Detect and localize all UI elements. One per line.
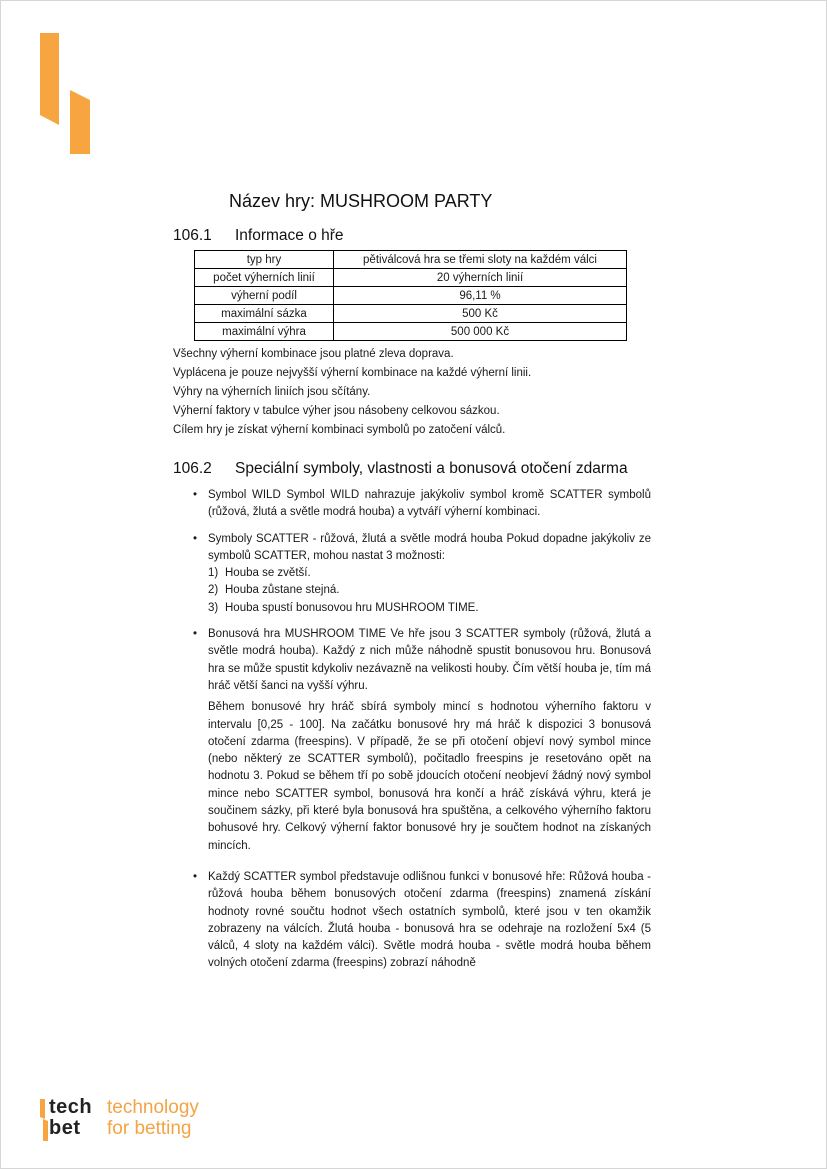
section-heading-106-2 [173, 460, 628, 478]
option-item [208, 565, 651, 582]
option-number: 1) [208, 567, 219, 580]
table-value: 20 výherních linií [334, 269, 627, 287]
option-text: Houba spustí bonusovou hru MUSHROOM TIME. [225, 601, 479, 614]
paragraph: Všechny výherní kombinace jsou platné zleva doprava. [173, 348, 454, 360]
section-title: Informace o hře [235, 227, 344, 244]
option-text: Houba se zvětší. [225, 567, 311, 580]
table-key: maximální sázka [195, 305, 334, 323]
section-number: 106.2 [173, 460, 212, 477]
table-key: maximální výhra [195, 323, 334, 341]
option-text: Houba zůstane stejná. [225, 584, 340, 597]
table-value: 500 000 Kč [334, 323, 627, 341]
techbet-mark-icon [40, 33, 92, 160]
rules-paragraphs [173, 345, 531, 440]
bullet-text-continued: Během bonusové hry hráč sbírá symboly mincí s hodnotou výherního faktoru v intervalu [0,25 - 100]. Na začátku bonusové hry má hráč k dispozici 3 bonusová otočení zdarma (freespins). V případě, že se při otočení objeví nový symbol mince (nebo některý ze SCATTER symbolů), počitadlo freespins je resetováno opět na hodnotu 3. Pokud se během tří po sobě jdoucích otočení neobjeví žádný nový symbol mince nebo SCATTER symbol, bonusová hra končí a hráč získává výhru, která je součinem sázky, při které byla bonusová hra spuštěna, a celkového výherního faktoru bohusové hry. Celkový výherní faktor bonusové hry je součtem hodnot na získaných mincích. [208, 701, 651, 852]
section-heading-106-1 [173, 227, 344, 245]
options-list [208, 565, 651, 617]
list-item [193, 869, 651, 973]
option-item [208, 582, 651, 599]
bullet-text: Bonusová hra MUSHROOM TIME Ve hře jsou 3 SCATTER symboly (růžová, žlutá a světle modrá houba). Každý z nich může náhodně spustit bonusovou hru. Bonusová hra se může spustit kdykoliv nezávazně na velikosti houby. Čím větší houba je, tím má hráč větší šanci na vyšší výhru. [208, 628, 651, 692]
table-value: pětiválcová hra se třemi sloty na každém válci [334, 251, 627, 269]
list-item [193, 487, 651, 522]
paragraph: Výhry na výherních liniích jsou sčítány. [173, 385, 371, 398]
table-row [195, 323, 627, 341]
bullet-icon: • [193, 628, 198, 641]
table-row [195, 305, 627, 323]
table-row [195, 269, 627, 287]
special-symbols-list [193, 487, 651, 982]
bullet-icon: • [193, 489, 198, 501]
list-item [193, 531, 651, 617]
bullet-text: Symbol WILD Symbol WILD nahrazuje jakýkoliv symbol kromě SCATTER symbolů (růžová, žlutá a světle modrá houba) a vytváří výherní kombinaci. [208, 489, 651, 519]
game-info-table [194, 250, 627, 341]
paragraph: Výherní faktory v tabulce výher jsou násobeny celkovou sázkou. [173, 404, 500, 417]
option-number: 3) [208, 601, 219, 614]
table-key: výherní podíl [195, 287, 334, 305]
logo-tagline-2: for betting [107, 1118, 192, 1139]
table-row [195, 251, 627, 269]
logo-word-bet: bet [49, 1117, 81, 1139]
bullet-text: Symboly SCATTER - růžová, žlutá a světle modrá houba Pokud dopadne jakýkoliv ze symbolů SCATTER, mohou nastat 3 možnosti: [208, 532, 651, 562]
option-item [208, 600, 651, 617]
section-title: Speciální symboly, vlastnosti a bonusová otočení zdarma [235, 460, 628, 477]
option-number: 2) [208, 584, 219, 597]
table-row [195, 287, 627, 305]
section-number: 106.1 [173, 227, 212, 244]
table-value: 500 Kč [334, 305, 627, 323]
bullet-icon: • [193, 532, 198, 545]
paragraph: Cílem hry je získat výherní kombinaci symbolů po zatočení válců. [173, 423, 506, 436]
bullet-text: Každý SCATTER symbol představuje odlišnou funkci v bonusové hře: Růžová houba - růžová houba během bonusových otočení zdarma (freespins) znamená získání hodnoty rovné součtu hodnot všech ostatních symbolů, které jsou v ten okamžik zobrazeny na válcích. Žlutá houba - bonusová hra se odehraje na rozložení 5x4 (5 válců, 4 sloty na každém válci). Světle modrá houba - světle modrá houba během volných otočení zdarma (freespins) zobrazí náhodně [208, 870, 651, 970]
paragraph: Vyplácena je pouze nejvyšší výherní kombinace na každé výherní linii. [173, 366, 532, 379]
logo-tagline-1: technology [107, 1097, 199, 1118]
table-value: 96,11 % [334, 287, 627, 305]
logo-mark-icon [40, 1099, 48, 1141]
logo-word-tech: tech [49, 1096, 93, 1118]
table-key: počet výherních linií [195, 269, 334, 287]
bullet-icon: • [193, 870, 198, 883]
table-key: typ hry [195, 251, 334, 269]
list-item [193, 626, 651, 855]
document-title: Název hry: MUSHROOM PARTY [229, 191, 493, 211]
